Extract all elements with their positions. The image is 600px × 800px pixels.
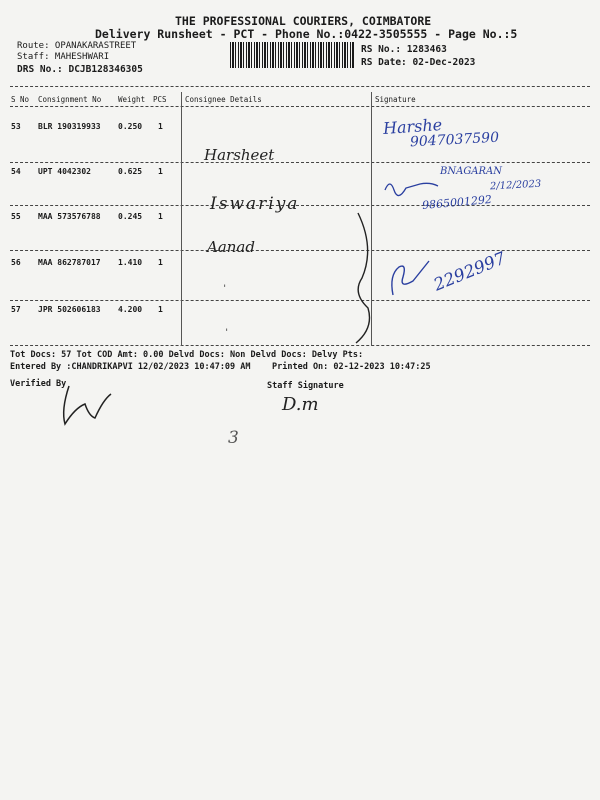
staff-signature-label: Staff Signature [267, 381, 344, 391]
verifier-signature-icon [55, 380, 115, 430]
column-header-consignee: Consignee Details [185, 95, 262, 104]
row-56-consignment: MAA 862787017 [38, 258, 101, 267]
staff-signature: D.m [282, 394, 319, 415]
summary-totals: Tot Docs: 57 Tot COD Amt: 0.00 Delvd Docs: Non Delvd Docs: Delvy Pts: [10, 350, 364, 360]
row-55-sno: 55 [11, 212, 21, 221]
signature-row-53: Harshe [382, 114, 443, 139]
row-55-weight: 0.245 [118, 212, 143, 221]
row-53-pcs: 1 [158, 122, 163, 131]
staff-label: Staff: MAHESHWARI [17, 52, 110, 62]
row-57-sno: 57 [11, 305, 21, 314]
column-header-weight: Weight [118, 95, 146, 104]
row-54-consignment: UPT 4042302 [38, 167, 91, 176]
runsheet-subtitle: Delivery Runsheet - PCT - Phone No.:0422-3505555 - Page No.:5 [95, 27, 518, 41]
column-header-consignment: Consignment No [38, 95, 102, 104]
row-55-consignment: MAA 573576788 [38, 212, 101, 221]
signature-scribble-icon [385, 255, 445, 300]
row-divider [10, 162, 590, 163]
page-mark: 3 [228, 428, 239, 448]
handwritten-name-harsheet: Harsheet [204, 146, 275, 164]
column-header-sno: S No [11, 95, 30, 104]
brace-mark-icon [350, 208, 380, 348]
rs-date: RS Date: 02-Dec-2023 [361, 57, 476, 68]
signature-scribble-icon [380, 170, 460, 200]
pen-mark: ' [222, 284, 228, 294]
row-divider [10, 250, 590, 251]
header-rule-bottom [10, 106, 590, 107]
company-title: THE PROFESSIONAL COURIERS, COIMBATORE [175, 14, 432, 28]
barcode [230, 42, 355, 68]
entered-by: Entered By :CHANDRIKAPVI 12/02/2023 10:47:09 AM [10, 362, 251, 372]
table-bottom-rule [10, 345, 590, 346]
drs-number: DRS No.: DCJB128346305 [17, 64, 143, 75]
row-54-sno: 54 [11, 167, 21, 176]
row-57-weight: 4.200 [118, 305, 143, 314]
pen-mark: ' [224, 328, 230, 338]
route-label: Route: OPANAKARASTREET [17, 41, 137, 51]
row-54-pcs: 1 [158, 167, 163, 176]
signature-row-54-phone: 9865001292 [421, 192, 493, 213]
row-53-consignment: BLR 190319933 [38, 122, 101, 131]
row-56-pcs: 1 [158, 258, 163, 267]
handwritten-name-aanad: Aanad [207, 238, 255, 256]
printed-on: Printed On: 02-12-2023 10:47:25 [272, 362, 431, 372]
row-56-weight: 1.410 [118, 258, 143, 267]
row-divider [10, 300, 590, 301]
signature-row-53-phone: 9047037590 [409, 129, 500, 151]
column-header-pcs: PCS [153, 95, 167, 104]
column-header-signature: Signature [375, 95, 416, 104]
signature-row-56-phone: 2292997 [431, 248, 509, 296]
row-56-sno: 56 [11, 258, 21, 267]
header-rule-top [10, 86, 590, 87]
row-divider [10, 205, 590, 206]
rs-number: RS No.: 1283463 [361, 44, 447, 55]
column-separator [181, 92, 182, 346]
row-57-pcs: 1 [158, 305, 163, 314]
handwritten-name-iswariya: Iswariya [210, 194, 300, 214]
verified-by-label: Verified By [10, 379, 67, 389]
row-57-consignment: JPR 502606183 [38, 305, 101, 314]
signature-row-54-date: 2/12/2023 [489, 178, 542, 193]
signature-row-54-name: BNAGARAN [440, 166, 503, 177]
row-54-weight: 0.625 [118, 167, 143, 176]
row-53-sno: 53 [11, 122, 21, 131]
row-55-pcs: 1 [158, 212, 163, 221]
row-53-weight: 0.250 [118, 122, 143, 131]
